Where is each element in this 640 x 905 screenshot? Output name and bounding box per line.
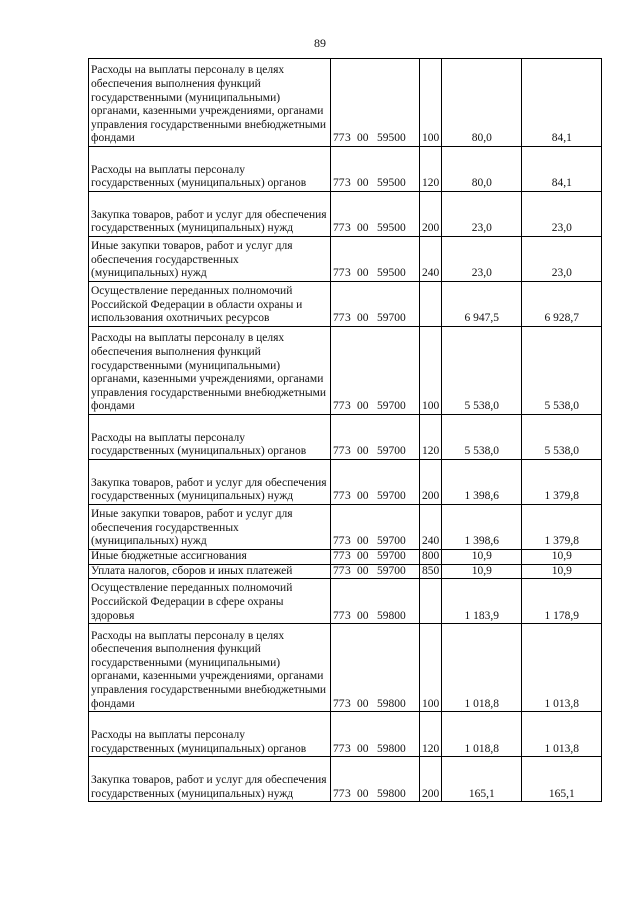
amount-year-2-cell: 10,9 xyxy=(522,564,602,579)
code-part-1: 77 xyxy=(333,400,345,413)
code-part-2: 3 xyxy=(345,400,351,413)
expense-type-code-cell: 120 xyxy=(420,147,442,192)
amount-year-2-cell: 1 013,8 xyxy=(522,624,602,712)
code-part-3: 00 xyxy=(357,535,369,548)
code-part-3: 00 xyxy=(357,400,369,413)
target-article-code-cell xyxy=(331,460,420,505)
expense-name-cell: Закупка товаров, работ и услуг для обеспечения государственных (муниципальных) нужд xyxy=(89,460,331,505)
code-part-3: 00 xyxy=(357,267,369,280)
amount-year-2-cell: 5 538,0 xyxy=(522,415,602,460)
code-part-4: 59800 xyxy=(377,787,406,800)
expense-name-cell: Расходы на выплаты персоналу государственных (муниципальных) органов xyxy=(89,712,331,757)
expense-name-cell: Расходы на выплаты персоналу в целях обеспечения выполнения функций государственными (муниципальными) органами, казенными учреждениями, органами управления государственными внебюджетными фондами xyxy=(89,327,331,415)
table-row xyxy=(89,712,602,757)
table-row xyxy=(89,327,602,415)
amount-year-2-cell: 84,1 xyxy=(522,59,602,147)
amount-year-2-cell: 1 379,8 xyxy=(522,505,602,550)
table-row xyxy=(89,624,602,712)
code-part-4: 59500 xyxy=(377,267,406,280)
code-part-3: 00 xyxy=(357,445,369,458)
code-part-1: 77 xyxy=(333,787,345,800)
code-part-1: 77 xyxy=(333,132,345,145)
expense-name-cell: Уплата налогов, сборов и иных платежей xyxy=(89,564,331,579)
expense-type-code-cell: 200 xyxy=(420,460,442,505)
code-part-2: 3 xyxy=(345,177,351,190)
code-part-4: 59700 xyxy=(377,490,406,503)
expense-type-code-cell: 100 xyxy=(420,327,442,415)
target-article-code-cell xyxy=(331,579,420,624)
expense-type-code-cell: 100 xyxy=(420,59,442,147)
target-article-code-cell xyxy=(331,757,420,802)
amount-year-1-cell: 23,0 xyxy=(442,237,522,282)
code-part-2: 3 xyxy=(345,787,351,800)
expense-type-code-cell: 800 xyxy=(420,550,442,565)
target-article-code-cell xyxy=(331,192,420,237)
code-part-2: 3 xyxy=(345,267,351,280)
table-row xyxy=(89,192,602,237)
code-part-4: 59800 xyxy=(377,742,406,755)
expense-name-cell: Закупка товаров, работ и услуг для обеспечения государственных (муниципальных) нужд xyxy=(89,757,331,802)
amount-year-1-cell: 10,9 xyxy=(442,550,522,565)
amount-year-2-cell: 1 013,8 xyxy=(522,712,602,757)
code-part-4: 59700 xyxy=(377,564,406,577)
table-row xyxy=(89,147,602,192)
budget-table xyxy=(88,58,602,802)
target-article-code-cell xyxy=(331,712,420,757)
code-part-2: 3 xyxy=(345,550,351,562)
code-part-1: 77 xyxy=(333,697,345,710)
table-row xyxy=(89,237,602,282)
code-part-3: 00 xyxy=(357,312,369,325)
code-part-2: 3 xyxy=(345,490,351,503)
amount-year-1-cell: 1 018,8 xyxy=(442,624,522,712)
code-part-3: 00 xyxy=(357,550,369,562)
expense-name-cell: Осуществление переданных полномочий Российской Федерации в области охраны и использования охотничьих ресурсов xyxy=(89,282,331,327)
code-part-1: 77 xyxy=(333,564,345,577)
expense-name-cell: Расходы на выплаты персоналу государственных (муниципальных) органов xyxy=(89,147,331,192)
target-article-code-cell xyxy=(331,505,420,550)
amount-year-1-cell: 5 538,0 xyxy=(442,327,522,415)
target-article-code-cell xyxy=(331,550,420,565)
table-row xyxy=(89,579,602,624)
code-part-3: 00 xyxy=(357,177,369,190)
code-part-3: 00 xyxy=(357,222,369,235)
code-part-1: 77 xyxy=(333,609,345,622)
expense-name-cell: Иные бюджетные ассигнования xyxy=(89,550,331,565)
table-row xyxy=(89,460,602,505)
code-part-2: 3 xyxy=(345,535,351,548)
code-part-1: 77 xyxy=(333,550,345,562)
code-part-4: 59800 xyxy=(377,697,406,710)
code-part-4: 59700 xyxy=(377,550,406,562)
amount-year-2-cell: 1 178,9 xyxy=(522,579,602,624)
code-part-4: 59700 xyxy=(377,445,406,458)
code-part-4: 59800 xyxy=(377,609,406,622)
amount-year-1-cell: 5 538,0 xyxy=(442,415,522,460)
code-part-3: 00 xyxy=(357,132,369,145)
budget-table-body xyxy=(89,59,602,802)
expense-type-code-cell: 120 xyxy=(420,712,442,757)
code-part-3: 00 xyxy=(357,697,369,710)
amount-year-1-cell: 10,9 xyxy=(442,564,522,579)
amount-year-2-cell: 23,0 xyxy=(522,237,602,282)
table-row xyxy=(89,415,602,460)
expense-name-cell: Расходы на выплаты персоналу в целях обеспечения выполнения функций государственными (муниципальными) органами, казенными учреждениями, органами управления государственными внебюджетными фондами xyxy=(89,624,331,712)
code-part-4: 59700 xyxy=(377,312,406,325)
code-part-1: 77 xyxy=(333,445,345,458)
amount-year-2-cell: 10,9 xyxy=(522,550,602,565)
code-part-2: 3 xyxy=(345,445,351,458)
code-part-1: 77 xyxy=(333,312,345,325)
expense-name-cell: Расходы на выплаты персоналу в целях обеспечения выполнения функций государственными (муниципальными) органами, казенными учреждениями, органами управления государственными внебюджетными фондами xyxy=(89,59,331,147)
target-article-code-cell xyxy=(331,327,420,415)
target-article-code-cell xyxy=(331,624,420,712)
table-row xyxy=(89,550,602,565)
expense-type-code-cell: 240 xyxy=(420,237,442,282)
table-row xyxy=(89,282,602,327)
amount-year-1-cell: 1 183,9 xyxy=(442,579,522,624)
table-row xyxy=(89,564,602,579)
code-part-2: 3 xyxy=(345,132,351,145)
code-part-1: 77 xyxy=(333,490,345,503)
amount-year-1-cell: 6 947,5 xyxy=(442,282,522,327)
target-article-code-cell xyxy=(331,147,420,192)
code-part-3: 00 xyxy=(357,490,369,503)
code-part-2: 3 xyxy=(345,564,351,577)
expense-name-cell: Иные закупки товаров, работ и услуг для обеспечения государственных (муниципальных) нужд xyxy=(89,505,331,550)
expense-type-code-cell: 100 xyxy=(420,624,442,712)
code-part-3: 00 xyxy=(357,564,369,577)
target-article-code-cell xyxy=(331,282,420,327)
code-part-4: 59700 xyxy=(377,535,406,548)
table-row xyxy=(89,505,602,550)
code-part-2: 3 xyxy=(345,697,351,710)
table-row xyxy=(89,757,602,802)
expense-type-code-cell: 200 xyxy=(420,757,442,802)
code-part-4: 59500 xyxy=(377,132,406,145)
expense-type-code-cell: 240 xyxy=(420,505,442,550)
amount-year-1-cell: 1 398,6 xyxy=(442,460,522,505)
code-part-3: 00 xyxy=(357,787,369,800)
expense-type-code-cell: 120 xyxy=(420,415,442,460)
code-part-4: 59700 xyxy=(377,400,406,413)
expense-type-code-cell: 850 xyxy=(420,564,442,579)
code-part-2: 3 xyxy=(345,222,351,235)
amount-year-2-cell: 5 538,0 xyxy=(522,327,602,415)
expense-name-cell: Расходы на выплаты персоналу государственных (муниципальных) органов xyxy=(89,415,331,460)
code-part-1: 77 xyxy=(333,267,345,280)
expense-type-code-cell xyxy=(420,579,442,624)
code-part-3: 00 xyxy=(357,742,369,755)
target-article-code-cell xyxy=(331,415,420,460)
expense-type-code-cell: 200 xyxy=(420,192,442,237)
amount-year-1-cell: 1 398,6 xyxy=(442,505,522,550)
code-part-2: 3 xyxy=(345,312,351,325)
amount-year-2-cell: 23,0 xyxy=(522,192,602,237)
amount-year-2-cell: 6 928,7 xyxy=(522,282,602,327)
code-part-4: 59500 xyxy=(377,222,406,235)
code-part-2: 3 xyxy=(345,609,351,622)
amount-year-2-cell: 1 379,8 xyxy=(522,460,602,505)
amount-year-1-cell: 165,1 xyxy=(442,757,522,802)
code-part-1: 77 xyxy=(333,222,345,235)
code-part-3: 00 xyxy=(357,609,369,622)
expense-name-cell: Закупка товаров, работ и услуг для обеспечения государственных (муниципальных) нужд xyxy=(89,192,331,237)
amount-year-1-cell: 80,0 xyxy=(442,147,522,192)
amount-year-2-cell: 165,1 xyxy=(522,757,602,802)
code-part-2: 3 xyxy=(345,742,351,755)
amount-year-1-cell: 23,0 xyxy=(442,192,522,237)
expense-type-code-cell xyxy=(420,282,442,327)
amount-year-1-cell: 80,0 xyxy=(442,59,522,147)
expense-name-cell: Осуществление переданных полномочий Российской Федерации в сфере охраны здоровья xyxy=(89,579,331,624)
code-part-4: 59500 xyxy=(377,177,406,190)
target-article-code-cell xyxy=(331,564,420,579)
code-part-1: 77 xyxy=(333,177,345,190)
code-part-1: 77 xyxy=(333,535,345,548)
page-number: 89 xyxy=(314,36,326,50)
table-row xyxy=(89,59,602,147)
code-part-1: 77 xyxy=(333,742,345,755)
amount-year-1-cell: 1 018,8 xyxy=(442,712,522,757)
target-article-code-cell xyxy=(331,59,420,147)
expense-name-cell: Иные закупки товаров, работ и услуг для обеспечения государственных (муниципальных) нужд xyxy=(89,237,331,282)
target-article-code-cell xyxy=(331,237,420,282)
amount-year-2-cell: 84,1 xyxy=(522,147,602,192)
